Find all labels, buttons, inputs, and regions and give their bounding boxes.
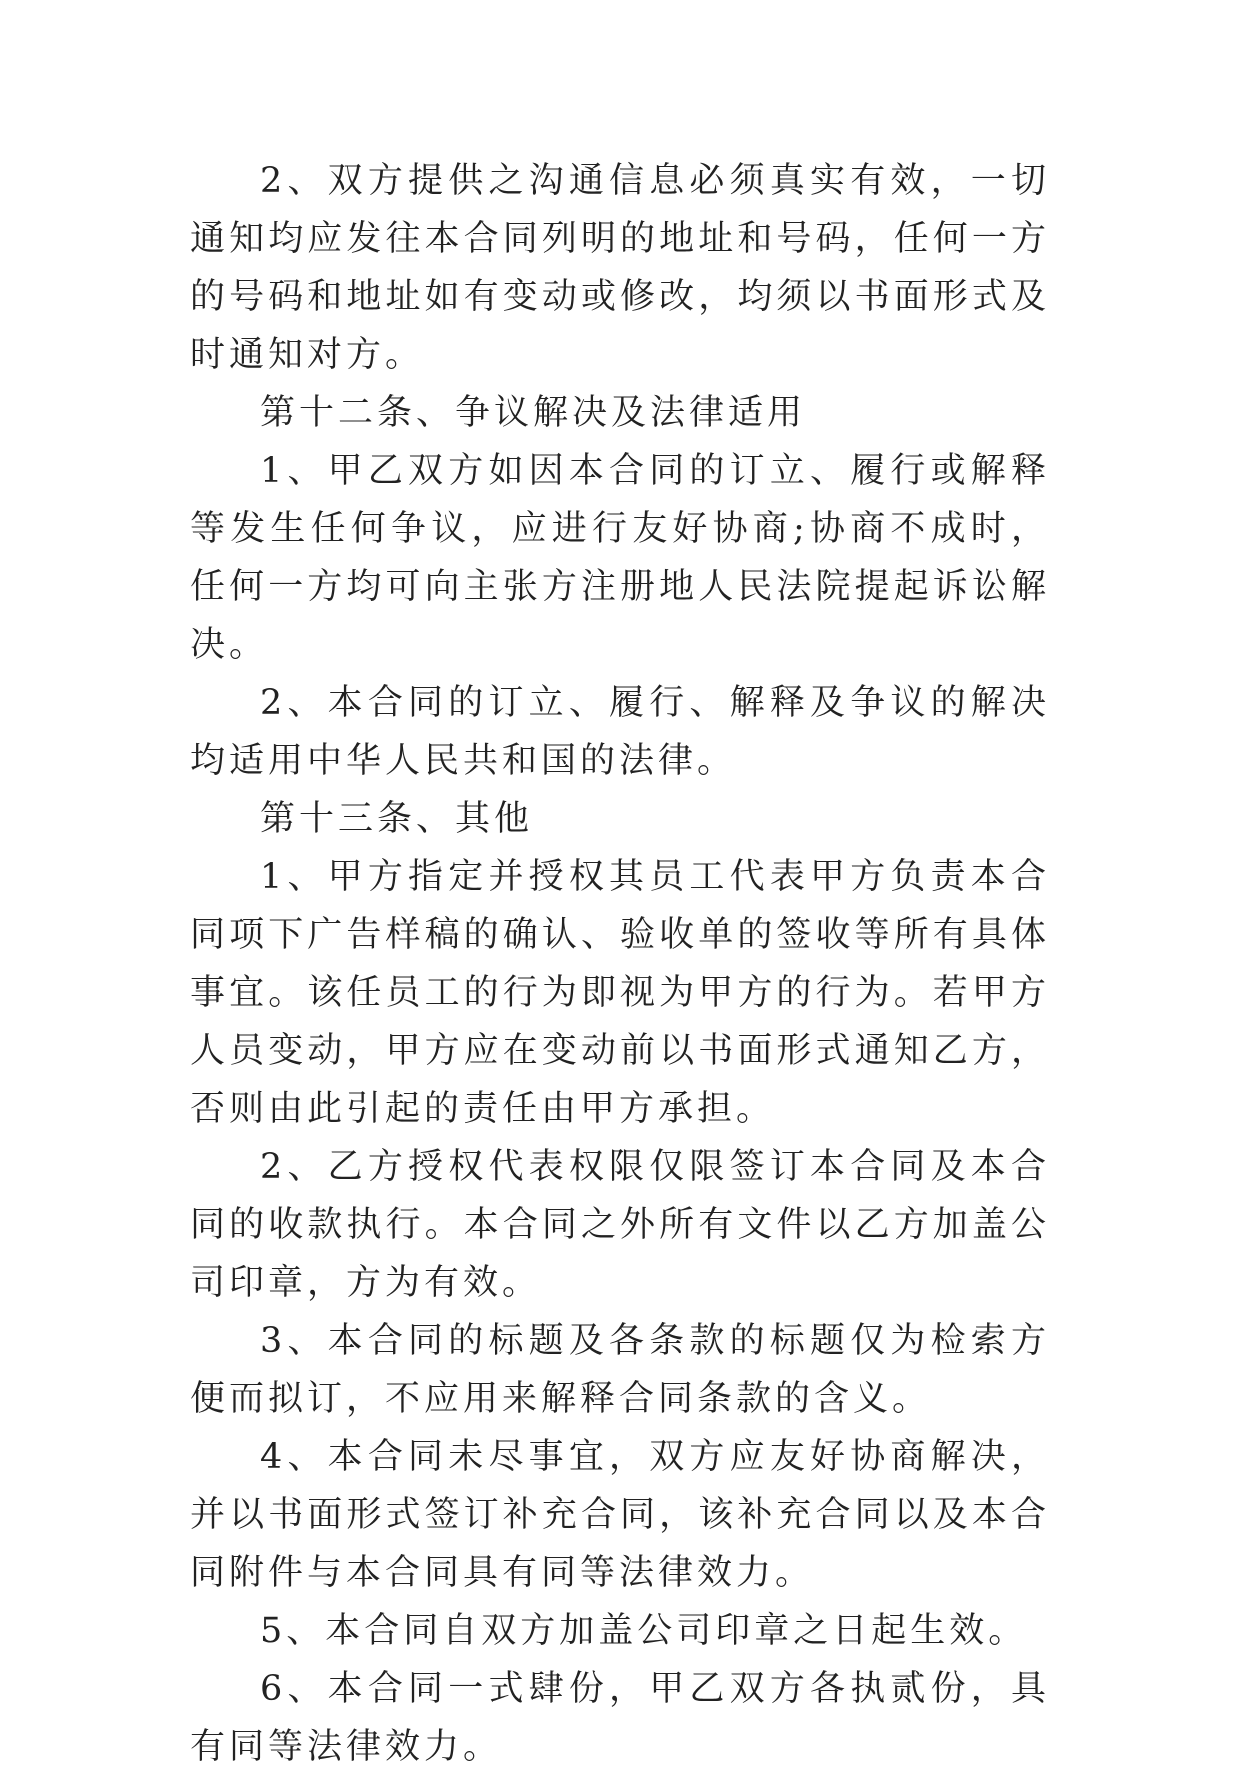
clause-13-item-4: 4、本合同未尽事宜，双方应友好协商解决，并以书面形式签订补充合同，该补充合同以及本合同附件与本合同具有同等法律效力。 xyxy=(190,1437,1050,1593)
clause-11-item-2: 2、双方提供之沟通信息必须真实有效，一切通知均应发往本合同列明的地址和号码，任何一方的号码和地址如有变动或修改，均须以书面形式及时通知对方。 xyxy=(190,161,1050,375)
clause-13-item-2: 2、乙方授权代表权限仅限签订本合同及本合同的收款执行。本合同之外所有文件以乙方加盖公司印章，方为有效。 xyxy=(190,1147,1050,1303)
article-12-heading: 第十二条、争议解决及法律适用 xyxy=(260,393,807,433)
clause-13-item-1: 1、甲方指定并授权其员工代表甲方负责本合同项下广告样稿的确认、验收单的签收等所有具体事宜。该任员工的行为即视为甲方的行为。若甲方人员变动，甲方应在变动前以书面形式通知乙方，否则由此引起的责任由甲方承担。 xyxy=(190,857,1050,1129)
clause-12-item-1: 1、甲乙双方如因本合同的订立、履行或解释等发生任何争议，应进行友好协商;协商不成时，任何一方均可向主张方注册地人民法院提起诉讼解决。 xyxy=(190,451,1050,665)
clause-13-item-6: 6、本合同一式肆份，甲乙双方各执贰份，具有同等法律效力。 xyxy=(190,1669,1050,1767)
clause-13-item-5: 5、本合同自双方加盖公司印章之日起生效。 xyxy=(260,1611,1028,1651)
document-body xyxy=(190,152,1050,1776)
clause-13-item-3: 3、本合同的标题及各条款的标题仅为检索方便而拟订，不应用来解释合同条款的含义。 xyxy=(190,1321,1050,1419)
article-13-heading: 第十三条、其他 xyxy=(260,799,534,839)
clause-12-item-2: 2、本合同的订立、履行、解释及争议的解决均适用中华人民共和国的法律。 xyxy=(190,683,1050,781)
